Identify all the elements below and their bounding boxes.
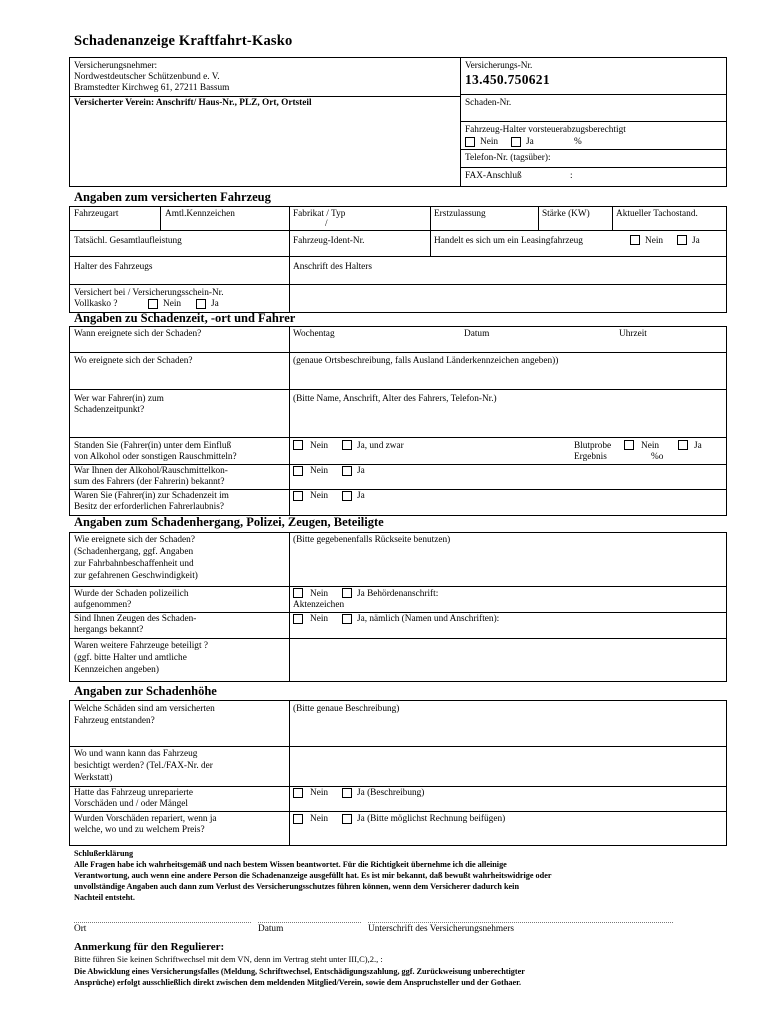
repariert-nein-checkbox[interactable] (293, 814, 303, 824)
fahrerlaubnis-label-2: Besitz der erforderlichen Fahrerlaubnis? (74, 502, 224, 512)
percent-label: % (574, 137, 582, 147)
wo-hint: (genaue Ortsbeschreibung, falls Ausland Länderkennzeichen angeben)) (293, 356, 559, 366)
col-line (289, 532, 290, 682)
wann-label: Wann ereignete sich der Schaden? (74, 329, 202, 339)
fahrerlaubnis-nein-checkbox[interactable] (293, 491, 303, 501)
vollkasko-nein-checkbox[interactable] (148, 299, 158, 309)
row-line (69, 230, 727, 231)
alkohol-ja-checkbox[interactable] (342, 466, 352, 476)
vorsteuer-nein-checkbox[interactable] (465, 137, 475, 147)
einfluss-label-2: von Alkohol oder sonstigen Rauschmitteln? (74, 452, 237, 462)
col-line (430, 206, 431, 257)
wer-label-2: Schadenzeitpunkt? (74, 405, 145, 415)
header-line (460, 149, 727, 150)
row-line (69, 746, 727, 747)
zeugen-ja-checkbox[interactable] (342, 614, 352, 624)
erklaerung-heading: Schlußerklärung (74, 849, 134, 858)
header-line (460, 121, 727, 122)
row-line (69, 284, 727, 285)
col-line (538, 206, 539, 231)
section-heading-fahrzeug: Angaben zum versicherten Fahrzeug (74, 190, 271, 204)
nein-label: Nein (310, 491, 329, 501)
ja-label: Ja (692, 236, 700, 246)
leasing-label: Handelt es sich um ein Leasingfahrzeug (434, 236, 583, 246)
erklaerung-line-3: unvollständige Angaben auch dann zum Verlust des Versicherungsschutzes führen können, wenn dem Versicherer dadurch kein (74, 882, 520, 891)
header-line (69, 96, 461, 97)
col-line (160, 206, 161, 231)
datum-line[interactable] (258, 922, 361, 923)
polizei-ja-checkbox[interactable] (342, 588, 352, 598)
vnr-value: 13.450.750621 (465, 72, 550, 87)
vorsteuer-label: Fahrzeug-Halter vorsteuerabzugsberechtigt (465, 125, 626, 135)
vn-address: Bramstedter Kirchweg 61, 27211 Bassum (74, 83, 230, 93)
fax-colon: : (570, 171, 573, 181)
ja-label: Ja (357, 491, 365, 501)
ja-label: Ja (694, 441, 702, 451)
fax-label: FAX-Anschluß (465, 171, 522, 181)
row-line (69, 389, 727, 390)
col-line (289, 206, 290, 313)
vollkasko-label: Vollkasko ? (74, 299, 118, 309)
nein-label: Nein (641, 441, 660, 451)
einfluss-ja-checkbox[interactable] (342, 440, 352, 450)
polizei-label-1: Wurde der Schaden polizeilich (74, 589, 189, 599)
kennzeichen-label: Amtl.Kennzeichen (165, 209, 235, 219)
erklaerung-line-1: Alle Fragen habe ich wahrheitsgemäß und nach bestem Wissen beantwortet. Für die Richtigkeit übernehme ich die alleinige (74, 860, 507, 869)
erklaerung-line-4: Nachteil entsteht. (74, 893, 135, 902)
einfluss-nein-checkbox[interactable] (293, 440, 303, 450)
datum-sign-label: Datum (258, 924, 284, 934)
header-line (460, 167, 727, 168)
vorschaeden-label-1: Hatte das Fahrzeug unreparierte (74, 788, 193, 798)
besichtigt-label-3: Werkstatt) (74, 773, 113, 783)
blutprobe-nein-checkbox[interactable] (624, 440, 634, 450)
nein-label: Nein (310, 788, 329, 798)
nein-label: Nein (310, 466, 329, 476)
ja-und-zwar-label: Ja, und zwar (357, 441, 404, 451)
fabrikat-slash: / (325, 219, 328, 229)
ja-label: Ja (211, 299, 219, 309)
vorschaeden-label-2: Vorschäden und / oder Mängel (74, 799, 188, 809)
einfluss-label-1: Standen Sie (Fahrer(in) unter dem Einfluß (74, 441, 232, 451)
ja-beschreibung-label: Ja (Beschreibung) (357, 788, 425, 798)
fahrerlaubnis-label-1: Waren Sie (Fahrer(in) zur Schadenzeit im (74, 491, 229, 501)
weitere-label-1: Waren weitere Fahrzeuge beteiligt ? (74, 641, 208, 651)
wie-label-2: (Schadenhergang, ggf. Angaben (74, 547, 194, 557)
row-line (69, 256, 727, 257)
col-line (612, 206, 613, 231)
fabrikat-label: Fabrikat / Typ (293, 209, 346, 219)
alkohol-nein-checkbox[interactable] (293, 466, 303, 476)
alkohol-label-1: War Ihnen der Alkohol/Rauschmittelkon- (74, 466, 228, 476)
ort-line[interactable] (74, 922, 251, 923)
staerke-label: Stärke (KW) (542, 209, 590, 219)
section-heading-schadenzeit: Angaben zu Schadenzeit, -ort und Fahrer (74, 311, 296, 325)
wer-hint: (Bitte Name, Anschrift, Alter des Fahrers, Telefon-Nr.) (293, 394, 497, 404)
row-line (69, 586, 727, 587)
anmerkung-line-2: Die Abwicklung eines Versicherungsfalles (Meldung, Schriftwechsel, Entschädigungszahlung, ggf. Zurückweisung unberechtigter (74, 967, 525, 976)
row-line (69, 786, 727, 787)
wie-label-4: zur gefahrenen Geschwindigkeit) (74, 571, 198, 581)
anschrift-halter-label: Anschrift des Halters (293, 262, 373, 272)
unterschrift-label: Unterschrift des Versicherungsnehmers (368, 924, 514, 934)
ort-label: Ort (74, 924, 87, 934)
blutprobe-ja-checkbox[interactable] (678, 440, 688, 450)
leasing-ja-checkbox[interactable] (677, 235, 687, 245)
row-line (69, 437, 727, 438)
halter-label: Halter des Fahrzeugs (74, 262, 153, 272)
ja-naemlich-label: Ja, nämlich (Namen und Anschriften): (357, 614, 500, 624)
vorsteuer-ja-checkbox[interactable] (511, 137, 521, 147)
ja-behoerde-label: Ja Behördenanschrift: (357, 589, 439, 599)
row-line (69, 489, 727, 490)
weitere-label-3: Kennzeichen angeben) (74, 665, 159, 675)
wie-hint: (Bitte gegebenenfalls Rückseite benutzen) (293, 535, 451, 545)
row-line (69, 464, 727, 465)
zeugen-label-1: Sind Ihnen Zeugen des Schaden- (74, 614, 197, 624)
nein-label: Nein (310, 589, 329, 599)
vnr-label: Versicherungs-Nr. (465, 61, 533, 71)
schaden-nr-label: Schaden-Nr. (465, 98, 512, 108)
anmerkung-heading: Anmerkung für den Regulierer: (74, 941, 225, 953)
nein-label: Nein (480, 137, 499, 147)
fahrzeugart-label: Fahrzeugart (74, 209, 119, 219)
ident-label: Fahrzeug-Ident-Nr. (293, 236, 365, 246)
section-heading-hergang: Angaben zum Schadenhergang, Polizei, Zeugen, Beteiligte (74, 515, 384, 529)
uhrzeit-label: Uhrzeit (619, 329, 647, 339)
repariert-label-2: welche, wo und zu welchem Preis? (74, 825, 205, 835)
promille-label: %o (651, 452, 664, 462)
polizei-label-2: aufgenommen? (74, 600, 132, 610)
ja-rechnung-label: Ja (Bitte möglichst Rechnung beifügen) (357, 814, 506, 824)
nein-label: Nein (310, 614, 329, 624)
besichtigt-label-1: Wo und wann kann das Fahrzeug (74, 749, 198, 759)
welche-label-2: Fahrzeug entstanden? (74, 716, 155, 726)
repariert-ja-checkbox[interactable] (342, 814, 352, 824)
telefon-label: Telefon-Nr. (tagsüber): (465, 153, 551, 163)
nein-label: Nein (163, 299, 182, 309)
verein-label: Versicherter Verein: Anschrift/ Haus-Nr., PLZ, Ort, Ortsteil (74, 98, 312, 108)
aktenzeichen-label: Aktenzeichen (293, 600, 345, 610)
welche-hint: (Bitte genaue Beschreibung) (293, 704, 400, 714)
polizei-nein-checkbox[interactable] (293, 588, 303, 598)
laufleistung-label: Tatsächl. Gesamtlaufleistung (74, 236, 182, 246)
blutprobe-label: Blutprobe (574, 441, 612, 451)
fahrerlaubnis-ja-checkbox[interactable] (342, 491, 352, 501)
zeugen-nein-checkbox[interactable] (293, 614, 303, 624)
ja-label: Ja (357, 466, 365, 476)
vollkasko-ja-checkbox[interactable] (196, 299, 206, 309)
besichtigt-label-2: besichtigt werden? (Tel./FAX-Nr. der (74, 761, 213, 771)
anmerkung-line-3: Ansprüche) erfolgt ausschließlich direkt zwischen dem meldenden Mitglied/Verein, sowie dem Anspruchsteller und der Gothaer. (74, 978, 522, 987)
versichert-bei-label: Versichert bei / Versicherungsschein-Nr. (74, 288, 224, 298)
datum-label: Datum (464, 329, 490, 339)
vn-label: Versicherungsnehmer: (74, 61, 158, 71)
nein-label: Nein (645, 236, 664, 246)
welche-label-1: Welche Schäden sind am versicherten (74, 704, 215, 714)
nein-label: Nein (310, 814, 329, 824)
row-line (69, 811, 727, 812)
ja-label: Ja (526, 137, 534, 147)
alkohol-label-2: sum des Fahrers (der Fahrerin) bekannt? (74, 477, 225, 487)
verein-field[interactable] (70, 110, 459, 186)
nein-label: Nein (310, 441, 329, 451)
header-line (460, 94, 727, 95)
row-line (69, 612, 727, 613)
col-line (289, 700, 290, 846)
zeugen-label-2: hergangs bekannt? (74, 625, 144, 635)
anmerkung-line-1: Bitte führen Sie keinen Schriftwechsel mit dem VN, denn im Vertrag steht unter III,C),2., : (74, 954, 383, 964)
page-title: Schadenanzeige Kraftfahrt-Kasko (74, 33, 293, 49)
col-line (289, 326, 290, 516)
section-heading-schadenhoehe: Angaben zur Schadenhöhe (74, 684, 217, 698)
ergebnis-label: Ergebnis (574, 452, 607, 462)
row-line (69, 352, 727, 353)
vorschaeden-nein-checkbox[interactable] (293, 788, 303, 798)
wie-label-1: Wie ereignete sich der Schaden? (74, 535, 195, 545)
erklaerung-line-2: Verantwortung, auch wenn eine andere Person die Schadenanzeige ausgefüllt hat. Es ist mir bekannt, daß bewußt wahrheitswidrige oder (74, 871, 552, 880)
wie-label-3: zur Fahrbahnbeschaffenheit und (74, 559, 194, 569)
wer-label-1: Wer war Fahrer(in) zum (74, 394, 164, 404)
weitere-label-2: (ggf. bitte Halter und amtliche (74, 653, 187, 663)
erstzulassung-label: Erstzulassung (434, 209, 486, 219)
row-line (69, 638, 727, 639)
tacho-label: Aktueller Tachostand. (616, 209, 698, 219)
wo-label: Wo ereignete sich der Schaden? (74, 356, 193, 366)
unterschrift-line[interactable] (368, 922, 673, 923)
vorschaeden-ja-checkbox[interactable] (342, 788, 352, 798)
wochentag-label: Wochentag (293, 329, 335, 339)
vn-name: Nordwestdeutscher Schützenbund e. V. (74, 72, 220, 82)
repariert-label-1: Wurden Vorschäden repariert, wenn ja (74, 814, 217, 824)
leasing-nein-checkbox[interactable] (630, 235, 640, 245)
